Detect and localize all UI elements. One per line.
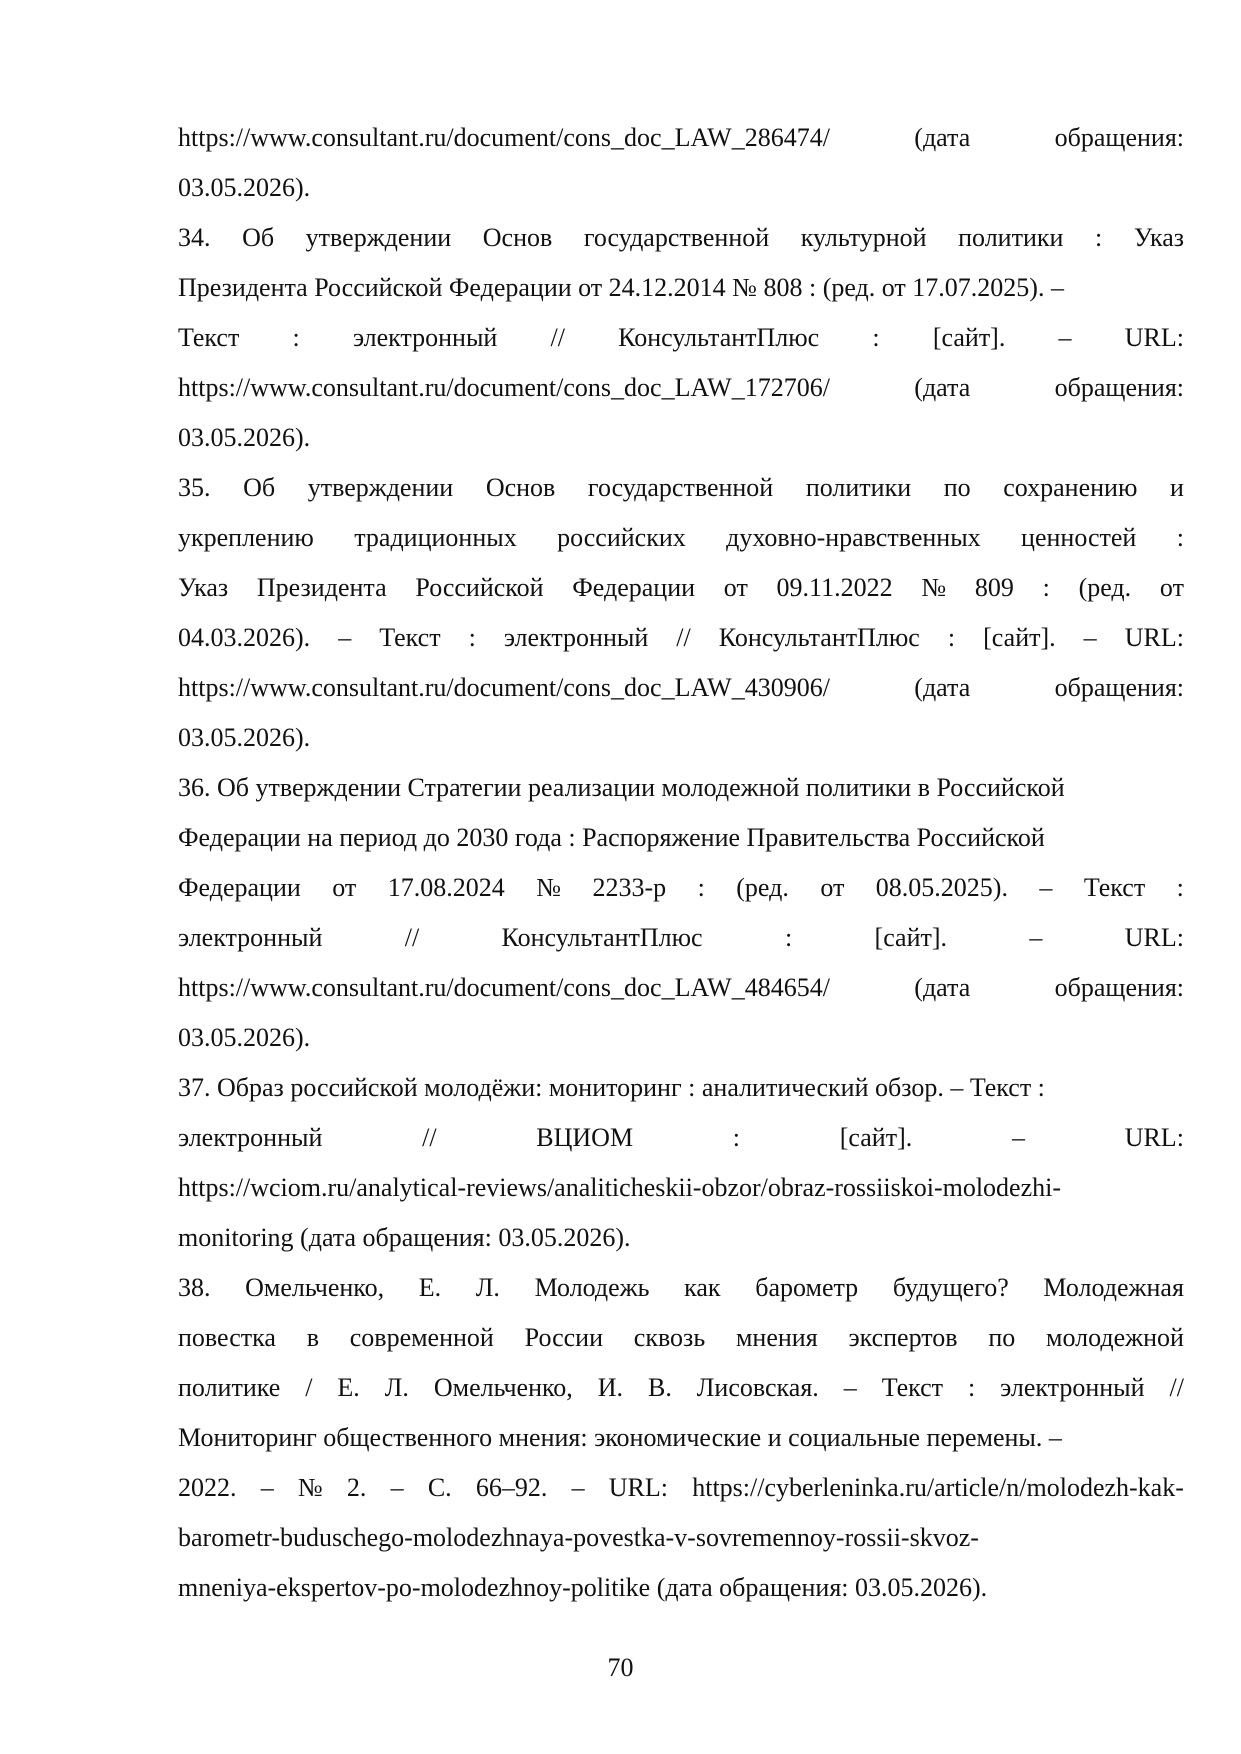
reference-36-line-5: https://www.consultant.ru/document/cons_doc_LAW_484654/ (дата обращения: bbox=[178, 963, 1184, 1013]
reference-37-line-4: monitoring (дата обращения: 03.05.2026). bbox=[178, 1223, 631, 1252]
reference-38-line-3: политике / Е. Л. Омельченко, И. В. Лисовская. – Текст : электронный // bbox=[178, 1373, 1184, 1402]
reference-38-line-5: 2022. – № 2. – С. 66–92. – URL: https://cyberleninka.ru/article/n/molodezh-kak- bbox=[178, 1463, 1184, 1513]
reference-36-line-3: Федерации от 17.08.2024 № 2233-р : (ред. от 08.05.2025). – Текст : bbox=[178, 873, 1184, 902]
reference-35-line-2: укреплению традиционных российских духовно-нравственных ценностей : bbox=[178, 523, 1184, 552]
reference-35-date: 03.05.2026). bbox=[178, 723, 311, 752]
reference-34-date: 03.05.2026). bbox=[178, 423, 311, 452]
reference-url: https://www.consultant.ru/document/cons_doc_LAW_484654/ bbox=[178, 973, 830, 1002]
access-label-part: обращения: bbox=[1054, 123, 1184, 152]
page-number: 70 bbox=[607, 1653, 634, 1682]
reference-url: https://cyberleninka.ru/article/n/molodezh-kak- bbox=[692, 1473, 1184, 1502]
reference-url: https://www.consultant.ru/document/cons_doc_LAW_286474/ bbox=[178, 123, 830, 152]
reference-38-line-7: mneniya-ekspertov-po-molodezhnoy-politike (дата обращения: 03.05.2026). bbox=[178, 1573, 988, 1602]
document-page bbox=[178, 113, 1184, 1613]
reference-36-line-2: Федерации на период до 2030 года : Распоряжение Правительства Российской bbox=[178, 823, 1045, 852]
reference-37-line-2: электронный // ВЦИОМ : [сайт]. – URL: bbox=[178, 1123, 1184, 1152]
reference-38-line-4: Мониторинг общественного мнения: экономические и социальные перемены. – bbox=[178, 1423, 1062, 1452]
reference-38-line-1: 38. Омельченко, Е. Л. Молодежь как барометр будущего? Молодежная bbox=[178, 1273, 1184, 1302]
reference-34-line-1: 34. Об утверждении Основ государственной культурной политики : Указ bbox=[178, 223, 1184, 252]
reference-35-line-4: 04.03.2026). – Текст : электронный // КонсультантПлюс : [сайт]. – URL: bbox=[178, 623, 1184, 652]
reference-34-line-4: https://www.consultant.ru/document/cons_doc_LAW_172706/ (дата обращения: bbox=[178, 363, 1184, 413]
reference-35-line-3: Указ Президента Российской Федерации от 09.11.2022 № 809 : (ред. от bbox=[178, 573, 1184, 602]
reference-33-date: 03.05.2026). bbox=[178, 173, 311, 202]
reference-url: https://www.consultant.ru/document/cons_doc_LAW_430906/ bbox=[178, 673, 830, 702]
reference-37-line-3: https://wciom.ru/analytical-reviews/analiticheskii-obzor/obraz-rossiiskoi-molodezhi- bbox=[178, 1173, 1062, 1202]
access-label-part: (дата bbox=[914, 123, 971, 152]
reference-38-line-2: повестка в современной России сквозь мнения экспертов по молодежной bbox=[178, 1323, 1184, 1352]
reference-36-line-4: электронный // КонсультантПлюс : [сайт]. – URL: bbox=[178, 923, 1184, 952]
reference-35-line-5: https://www.consultant.ru/document/cons_doc_LAW_430906/ (дата обращения: bbox=[178, 663, 1184, 713]
reference-34-line-2: Президента Российской Федерации от 24.12.2014 № 808 : (ред. от 17.07.2025). – bbox=[178, 273, 1064, 302]
reference-38-line-6: barometr-buduschego-molodezhnaya-povestka-v-sovremennoy-rossii-skvoz- bbox=[178, 1523, 979, 1552]
reference-37-line-1: 37. Образ российской молодёжи: мониторинг : аналитический обзор. – Текст : bbox=[178, 1073, 1045, 1102]
reference-35-line-1: 35. Об утверждении Основ государственной политики по сохранению и bbox=[178, 473, 1184, 502]
reference-36-line-1: 36. Об утверждении Стратегии реализации молодежной политики в Российской bbox=[178, 773, 1065, 802]
reference-36-date: 03.05.2026). bbox=[178, 1023, 311, 1052]
reference-url: https://www.consultant.ru/document/cons_doc_LAW_172706/ bbox=[178, 373, 830, 402]
reference-33-line bbox=[178, 113, 1184, 163]
reference-34-line-3: Текст : электронный // КонсультантПлюс : [сайт]. – URL: bbox=[178, 323, 1184, 352]
